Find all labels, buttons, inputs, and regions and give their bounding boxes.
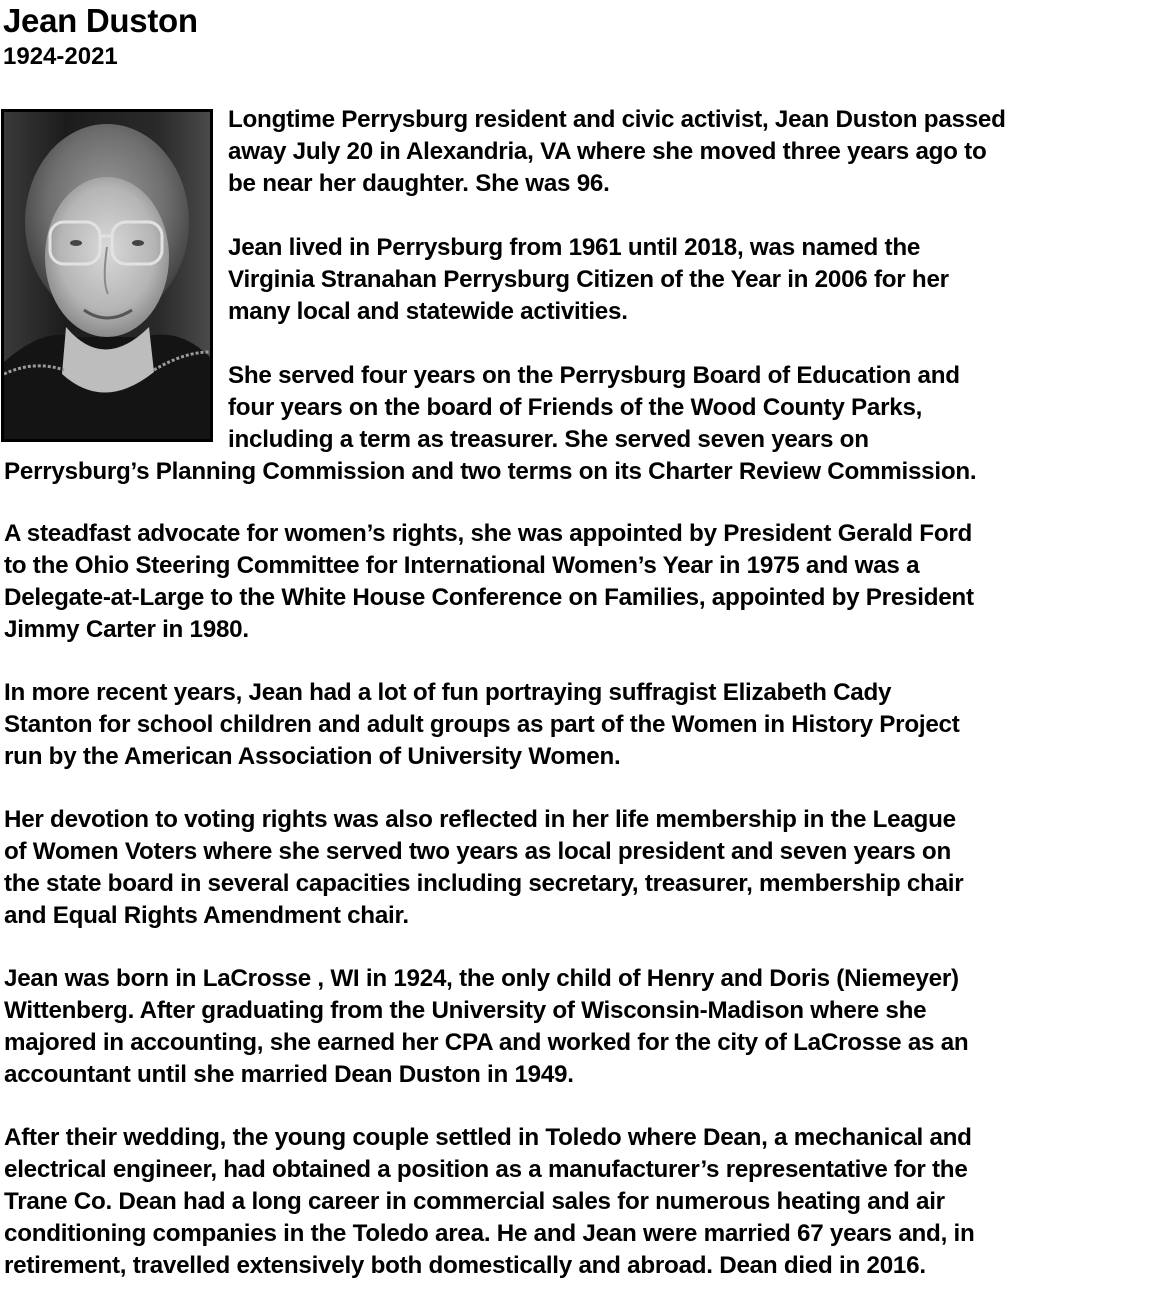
life-dates: 1924-2021 [3,43,118,70]
text-line: including a term as treasurer. She served seven years on [228,425,869,453]
paragraph-board-service [4,360,1152,488]
text-line: and Equal Rights Amendment chair. [4,901,409,929]
text-line: Perrysburg’s Planning Commission and two terms on its Charter Review Commission. [4,457,977,485]
text-line: of Women Voters where she served two years as local president and seven years on [4,837,951,865]
paragraph-womens-rights [4,518,1152,646]
text-line: the state board in several capacities including secretary, treasurer, membership chair [4,869,964,897]
text-line: In more recent years, Jean had a lot of fun portraying suffragist Elizabeth Cady [4,679,892,706]
text-line: Delegate-at-Large to the White House Conference on Families, appointed by President [4,583,974,611]
text-line: She served four years on the Perrysburg Board of Education and [228,362,960,389]
paragraph-early-life [4,963,1152,1091]
text-line: to the Ohio Steering Committee for International Women’s Year in 1975 and was a [4,551,920,579]
text-line: Virginia Stranahan Perrysburg Citizen of the Year in 2006 for her [228,265,949,293]
text-line: Jean was born in LaCrosse , WI in 1924, the only child of Henry and Doris (Niemeyer) [4,965,959,992]
text-line: Her devotion to voting rights was also reflected in her life membership in the League [4,806,956,833]
text-line: Stanton for school children and adult groups as part of the Women in History Project [4,710,960,738]
text-line: After their wedding, the young couple settled in Toledo where Dean, a mechanical and [4,1124,972,1151]
text-line: A steadfast advocate for women’s rights, she was appointed by President Gerald Ford [4,520,973,547]
text-line: electrical engineer, had obtained a position as a manufacturer’s representative for the [4,1155,968,1183]
paragraph-suffragist-portrayal [4,677,1152,773]
text-line: four years on the board of Friends of the Wood County Parks, [228,393,923,421]
text-line: Longtime Perrysburg resident and civic activist, Jean Duston passed [228,106,1006,133]
paragraph-citizen-of-year [4,232,1152,328]
obituary-name: Jean Duston [3,2,198,39]
text-line: retirement, travelled extensively both domestically and abroad. Dean died in 2016. [4,1251,926,1279]
paragraph-league-of-women-voters [4,804,1152,932]
text-line: away July 20 in Alexandria, VA where she moved three years ago to [228,137,987,165]
text-line: run by the American Association of University Women. [4,742,621,770]
text-line: Wittenberg. After graduating from the University of Wisconsin-Madison where she [4,996,927,1024]
paragraph-death-notice [4,104,1152,200]
text-line: Jean lived in Perrysburg from 1961 until 2018, was named the [228,234,921,261]
text-line: be near her daughter. She was 96. [228,169,610,197]
text-line: many local and statewide activities. [228,297,628,325]
text-line: Jimmy Carter in 1980. [4,615,249,643]
text-line: Trane Co. Dean had a long career in commercial sales for numerous heating and air [4,1187,945,1215]
text-line: conditioning companies in the Toledo area. He and Jean were married 67 years and, in [4,1219,975,1247]
paragraph-marriage [4,1122,1152,1281]
text-line: majored in accounting, she earned her CPA and worked for the city of LaCrosse as an [4,1028,969,1056]
text-line: accountant until she married Dean Duston in 1949. [4,1060,574,1088]
